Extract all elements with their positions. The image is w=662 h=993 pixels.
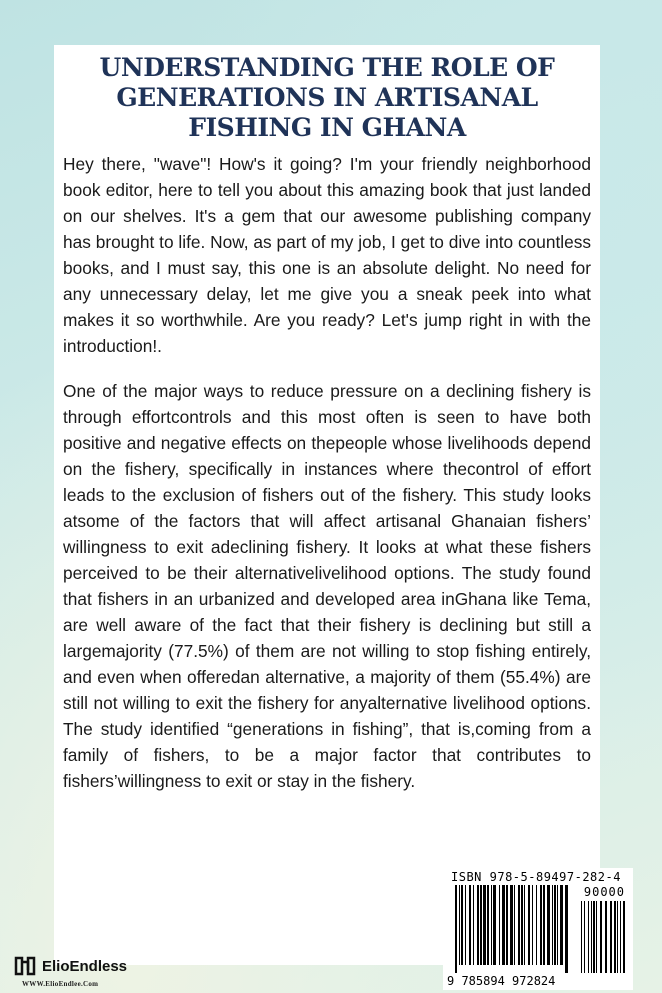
barcode-bar xyxy=(518,885,520,965)
ean-number: 9 785894 972824 xyxy=(447,974,556,988)
barcode-bar xyxy=(528,885,530,965)
barcode-bar xyxy=(552,885,553,965)
barcode-bar xyxy=(565,885,568,973)
addon-bar xyxy=(605,901,607,973)
intro-paragraph: Hey there, "wave"! How's it going? I'm your friendly neighborhood book editor, here to tell you about this amazing book that just landed on our shelves. It's a gem that our awesome publishing company has brought to life. Now, as part of my job, I get to dive into countless books, and I must say, this one is an absolute delight. No need for any unnecessary delay, let me give you a sneak peek into what makes it so worthwhile. Are you ready? Let's jump right in with the introduction!. xyxy=(63,154,591,356)
addon-bar xyxy=(614,901,616,973)
addon-bar xyxy=(596,901,597,973)
publisher-name: ElioEndless xyxy=(42,957,128,975)
barcode-bar xyxy=(554,885,556,965)
addon-bar xyxy=(588,901,589,973)
barcode-bar xyxy=(493,885,496,965)
barcode-bar xyxy=(560,885,563,965)
barcode-bar xyxy=(487,885,489,965)
barcode-bar xyxy=(547,885,550,965)
barcode-bar xyxy=(536,885,537,965)
isbn-barcode xyxy=(443,868,633,990)
barcode-bar xyxy=(483,885,486,965)
addon-bar xyxy=(591,901,592,973)
barcode-bar xyxy=(514,885,515,965)
barcode-bars xyxy=(455,885,627,975)
barcode-bar xyxy=(455,885,457,973)
abstract-paragraph: One of the major ways to reduce pressure on a declining fishery is through effortcontrols and this most often is seen to have both positive and negative effects on thepeople whose livelihoods depend on the fishery, specifically in instances where thecontrol of effort leads to the exclusion of fishers out of the fishery. This study looks atsome of the factors that will affect artisanal Ghanaian fishers’ willingness to exit adeclining fishery. It looks at what these fishers perceived to be their alternativelivelihood options. The study found that fishers in an urbanized and developed area inGhana like Tema, are well aware of the fact that their fishery is declining but still a largemajority (77.5%) of them are not willing to stop fishing entirely, and even when offeredan alternative, a majority of them (55.4%) are still not willing to exit the fishery for anyalternative livelihood options. The study identified “generations in fishing”, that is,coming from a family of fishers, to be a major factor that contributes to fishers’willingness to exit or stay in the fishery. xyxy=(63,381,591,791)
barcode-bar xyxy=(540,885,542,965)
barcode-bar xyxy=(543,885,545,965)
addon-bar xyxy=(581,901,582,973)
addon-bar xyxy=(584,901,585,973)
addon-bar xyxy=(617,901,618,973)
publisher-url: WWW.ElioEndlee.Com xyxy=(22,980,99,988)
barcode-bar xyxy=(459,885,460,965)
addon-bar xyxy=(600,901,602,973)
addon-bar xyxy=(620,901,621,973)
barcode-bar xyxy=(499,885,500,965)
barcode-bar xyxy=(461,885,463,965)
barcode-bar xyxy=(465,885,466,965)
addon-number: 90000 xyxy=(583,885,625,899)
barcode-bar xyxy=(477,885,479,965)
barcode-bar xyxy=(524,885,525,965)
barcode-bar xyxy=(480,885,482,965)
addon-bar xyxy=(610,901,612,973)
barcode-bar xyxy=(532,885,533,965)
barcode-bar xyxy=(506,885,508,965)
barcode-bar xyxy=(469,885,471,965)
book-title: UNDERSTANDING THE ROLE OF GENERATIONS IN ARTISANAL FISHING IN GHANA xyxy=(99,53,555,142)
isbn-label: ISBN 978-5-89497-282-4 xyxy=(451,870,621,884)
barcode-bar xyxy=(557,885,558,965)
publisher-logo-icon xyxy=(14,956,36,976)
publisher-logo xyxy=(14,956,127,976)
addon-bar xyxy=(623,901,625,973)
barcode-bar xyxy=(491,885,492,965)
back-cover-panel xyxy=(54,45,600,965)
barcode-bar xyxy=(510,885,513,965)
barcode-bar xyxy=(502,885,505,965)
addon-bar xyxy=(593,901,595,973)
barcode-bar xyxy=(473,885,474,965)
barcode-bar xyxy=(521,885,523,965)
